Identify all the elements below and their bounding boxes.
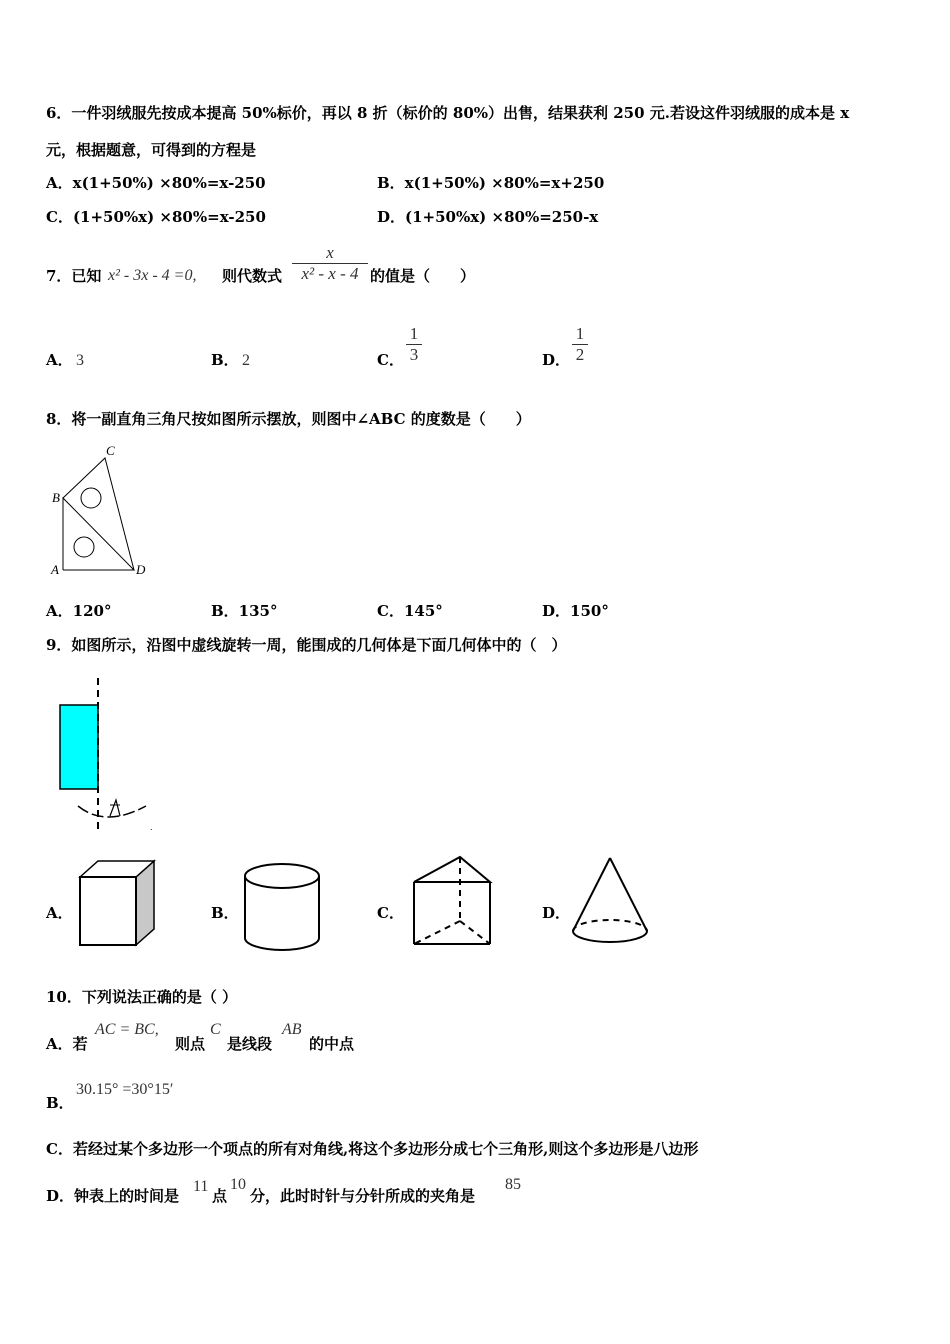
cube-icon [78, 858, 158, 948]
q7-option-c-fraction [406, 324, 422, 365]
q8-triangle-figure [46, 440, 156, 580]
q8-label-d: D [136, 562, 146, 577]
q8-label-c: C [106, 443, 115, 458]
q8-option-b[interactable]: B．135° [211, 602, 278, 620]
q7-option-a-label[interactable]: A． [46, 351, 73, 369]
q10-stem: 10．下列说法正确的是（ ） [46, 988, 238, 1006]
q8-option-d[interactable]: D．150° [542, 602, 609, 620]
q10-d-math-hour: 11 [193, 1178, 209, 1195]
q10-a-text-then: 则点 [175, 1035, 206, 1053]
q10-a-text-midpoint: 的中点 [309, 1035, 355, 1053]
triangular-prism-icon [410, 854, 495, 949]
q7-d-denominator: 2 [575, 345, 585, 364]
q7-stem-middle: 则代数式 [222, 267, 283, 285]
q6-option-d[interactable]: D．(1+50%x) ×80%=250-x [377, 208, 599, 226]
q7-frac-denominator: x² - x - 4 [301, 264, 359, 283]
q6-stem-line2: 元，根据题意，可得到的方程是 [46, 141, 257, 159]
q6-option-b[interactable]: B．x(1+50%) ×80%=x+250 [377, 174, 605, 192]
q8-option-c[interactable]: C．145° [377, 602, 443, 620]
cylinder-icon [243, 862, 323, 952]
q10-d-text-point: 点 [212, 1187, 228, 1205]
q9-rotation-figure [50, 678, 160, 838]
q6-stem-line1: 6．一件羽绒服先按成本提高 50%标价，再以 8 折（标价的 80%）出售，结果获利 250 元.若设这件羽绒服的成本是 x [46, 104, 850, 122]
q8-label-b: B [52, 490, 60, 505]
q7-option-a-value: 3 [76, 352, 84, 369]
q7-option-b-label[interactable]: B． [211, 351, 239, 369]
q8-label-a: A [51, 562, 59, 577]
q10-option-a-label[interactable]: A．若 [46, 1035, 88, 1053]
q9-stem: 9．如图所示，沿图中虚线旋转一周，能围成的几何体是下面几何体中的（ ） [46, 636, 567, 654]
q9-option-d-label[interactable]: D． [542, 904, 571, 922]
q8-option-a[interactable]: A．120° [46, 602, 112, 620]
q10-d-text-angle: 分，此时时针与分针所成的夹角是 [250, 1187, 476, 1205]
q7-option-d-label[interactable]: D． [542, 351, 571, 369]
svg-text:.: . [150, 823, 153, 832]
q10-option-d-label[interactable]: D．钟表上的时间是 [46, 1187, 180, 1205]
q7-equation: x² - 3x - 4 =0, [108, 267, 197, 284]
q8-circle-lower [74, 537, 94, 557]
q7-stem-suffix: 的值是（ ） [370, 267, 476, 285]
q10-a-math-c: C [210, 1021, 221, 1038]
q10-a-math-ab: AB [282, 1021, 302, 1038]
q8-right-triangle [63, 498, 134, 570]
arrow-icon [110, 800, 120, 816]
q7-expression-fraction [292, 243, 368, 284]
q10-d-math-minute: 10 [230, 1176, 246, 1193]
q8-circle-upper [81, 488, 101, 508]
cone-icon [570, 855, 655, 950]
q8-set-square [63, 458, 134, 570]
q6-option-a[interactable]: A．x(1+50%) ×80%=x-250 [46, 174, 266, 192]
q10-option-c[interactable]: C．若经过某个多边形一个项点的所有对角线,将这个多边形分成七个三角形,则这个多边形是八边形 [46, 1140, 699, 1158]
q7-stem-prefix: 7．已知 [46, 267, 102, 285]
q7-frac-numerator: x [326, 243, 334, 262]
q7-option-b-value: 2 [242, 352, 250, 369]
q6-option-c[interactable]: C．(1+50%x) ×80%=x-250 [46, 208, 266, 226]
q10-option-b-label[interactable]: B． [46, 1094, 74, 1112]
q8-stem: 8．将一副直角三角尺按如图所示摆放，则图中∠ABC 的度数是（ ） [46, 410, 531, 428]
q7-option-d-fraction [572, 324, 588, 365]
q9-rectangle [60, 705, 98, 789]
q10-a-text-segment: 是线段 [227, 1035, 273, 1053]
q10-b-math: 30.15° =30°15′ [76, 1081, 174, 1098]
q7-d-numerator: 1 [575, 324, 585, 343]
q10-a-math-ac-bc: AC = BC, [95, 1021, 159, 1038]
q7-c-denominator: 3 [409, 345, 419, 364]
q9-option-b-label[interactable]: B． [211, 904, 239, 922]
q7-option-c-label[interactable]: C． [377, 351, 404, 369]
q9-option-c-label[interactable]: C． [377, 904, 404, 922]
q10-d-math-85: 85 [505, 1176, 521, 1193]
q7-c-numerator: 1 [409, 324, 419, 343]
q9-option-a-label[interactable]: A． [46, 904, 73, 922]
